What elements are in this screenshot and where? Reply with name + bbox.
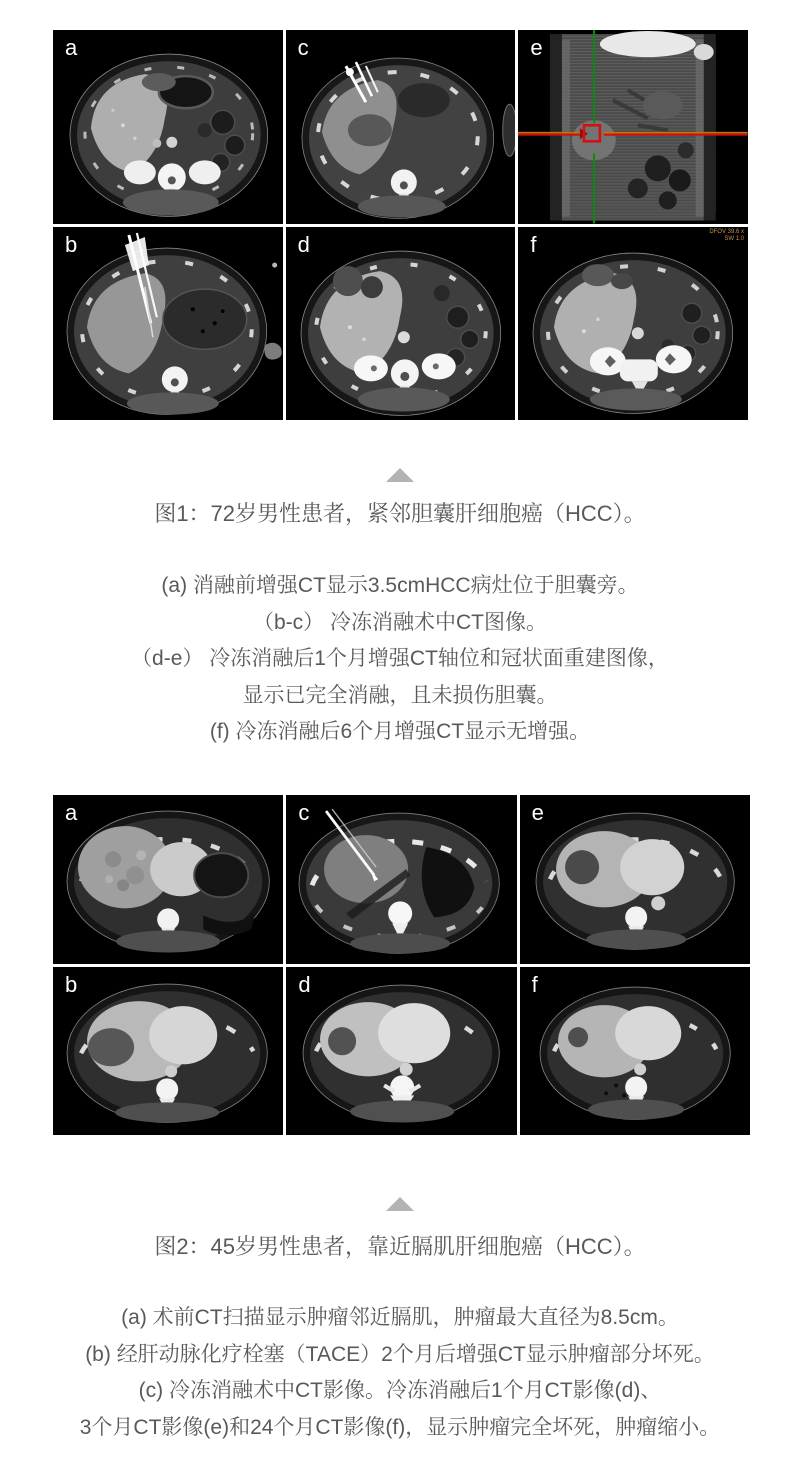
figure1-panel-c <box>286 30 516 224</box>
panel-label: d <box>298 971 311 997</box>
panel-label: f <box>530 231 537 257</box>
panel-label: d <box>297 231 310 257</box>
heart-shape <box>620 839 684 895</box>
ct-image-coronal-reconstruction <box>518 30 748 224</box>
panel-label: a <box>65 800 78 825</box>
panel-label: a <box>65 35 78 60</box>
figure1-panel-e <box>518 30 748 224</box>
figure2-caption-marker <box>0 1197 800 1211</box>
posterior-muscle <box>350 933 450 953</box>
figure1-panel-b <box>53 227 283 421</box>
necrotic-tumor-shape <box>88 1028 134 1066</box>
figure2-panel-c <box>286 795 516 964</box>
ct-image-axial-chest <box>53 967 283 1136</box>
figure2-panel-e <box>520 795 750 964</box>
aorta-vessels <box>397 331 409 343</box>
ct-image-axial-abdomen <box>518 227 748 421</box>
figure1-caption-lines <box>0 568 800 751</box>
figure2-caption-line: 3个月CT影像(e)和24个月CT影像(f)，显示肿瘤完全坏死，肿瘤缩小。 <box>79 1415 721 1439</box>
ct-image-axial-chest <box>286 795 516 964</box>
paraspinal-muscle <box>590 388 682 410</box>
ct-image-axial-chest <box>520 795 750 964</box>
panel-label: b <box>65 231 78 257</box>
ct-image-axial-chest <box>520 967 750 1136</box>
figure1-panel-a <box>53 30 283 224</box>
figure2-panel-b <box>53 967 283 1136</box>
figure1-caption-marker <box>0 468 800 482</box>
posterior-muscle <box>588 1099 684 1119</box>
aorta-vessels <box>651 896 665 910</box>
figure1-panel-f <box>518 227 748 421</box>
figure1-caption-title: 图1：72岁男性患者，紧邻胆囊肝细胞癌（HCC）。 <box>154 501 646 526</box>
figure1-caption-line: 显示已完全消融，且未损伤胆囊。 <box>242 683 558 707</box>
figure1-ct-grid <box>53 30 748 420</box>
paraspinal-muscle <box>358 387 450 411</box>
necrotic-tumor-shape <box>565 850 599 884</box>
panel-label: b <box>65 971 78 997</box>
figure1-caption-line: （b-c） 冷冻消融术中CT图像。 <box>253 610 547 634</box>
ct-image-axial-chest <box>53 795 283 964</box>
aorta-vessels <box>400 1062 413 1075</box>
ct-image-axial-abdomen <box>53 30 283 224</box>
necrotic-tumor-shape <box>568 1027 588 1047</box>
ice-ball-shape <box>348 114 392 146</box>
figure2-ct-grid <box>53 795 750 1135</box>
posterior-muscle <box>116 930 220 952</box>
figure2-panel-d <box>286 967 516 1136</box>
ct-image-axial-abdomen <box>53 227 283 421</box>
figure1-panel-d <box>286 227 516 421</box>
aorta-vessels <box>165 1065 177 1077</box>
paraspinal-muscle <box>127 392 219 414</box>
panel-label: e <box>531 800 544 825</box>
figure2-caption-title: 图2：45岁男性患者，靠近膈肌肝细胞癌（HCC）。 <box>154 1234 646 1259</box>
heart-shape <box>149 1006 217 1064</box>
figure2-caption-line: (a) 术前CT扫描显示肿瘤邻近膈肌，肿瘤最大直径为8.5cm。 <box>121 1306 679 1329</box>
arm-shape <box>502 104 515 156</box>
figure2-caption-line: (c) 冷冻消融术中CT影像。冷冻消融后1个月CT影像(d)、 <box>138 1379 662 1402</box>
aorta-vessels <box>634 1063 646 1075</box>
triangle-up-icon <box>386 1197 414 1211</box>
stomach-shape <box>163 289 247 349</box>
posterior-muscle <box>350 1100 454 1122</box>
panel-label: e <box>530 35 543 60</box>
panel-label: f <box>531 971 538 997</box>
figure2-panel-f <box>520 967 750 1136</box>
artifact-blobs <box>264 262 281 359</box>
panel-label: c <box>297 35 309 60</box>
paraspinal-muscle <box>358 195 446 217</box>
ct-image-axial-abdomen <box>286 30 516 224</box>
figure2-panel-a <box>53 795 283 964</box>
ct-image-axial-abdomen <box>286 227 516 421</box>
figure2-caption-line: (b) 经肝动脉化疗栓塞（TACE）2个月后增强CT显示肿瘤部分坏死。 <box>85 1342 715 1366</box>
figure2-caption-lines <box>0 1300 800 1446</box>
necrotic-tumor-shape <box>328 1027 356 1055</box>
figure1-caption-line: (a) 消融前增强CT显示3.5cmHCC病灶位于胆囊旁。 <box>161 574 639 597</box>
figure1-caption-line: (f) 冷冻消融后6个月增强CT显示无增强。 <box>209 720 591 743</box>
figure1-caption-line: （d-e） 冷冻消融后1个月增强CT轴位和冠状面重建图像， <box>131 647 669 670</box>
stomach-shape <box>397 83 449 117</box>
panel-label: c <box>298 800 310 825</box>
aorta-vessels <box>632 327 644 339</box>
scan-annotation <box>709 229 744 243</box>
heart-shape <box>378 1003 450 1063</box>
tumor-liver-mass <box>324 835 408 903</box>
paraspinal-muscle <box>123 189 219 215</box>
scan-annotation-line2: SW 1.0 <box>724 235 744 242</box>
heart-shape <box>615 1006 681 1060</box>
posterior-muscle <box>115 1102 219 1122</box>
scan-annotation-line1: DFOV 39.6 x <box>709 228 744 235</box>
ct-image-axial-chest <box>286 967 516 1136</box>
triangle-up-icon <box>386 468 414 482</box>
posterior-muscle <box>586 929 686 949</box>
